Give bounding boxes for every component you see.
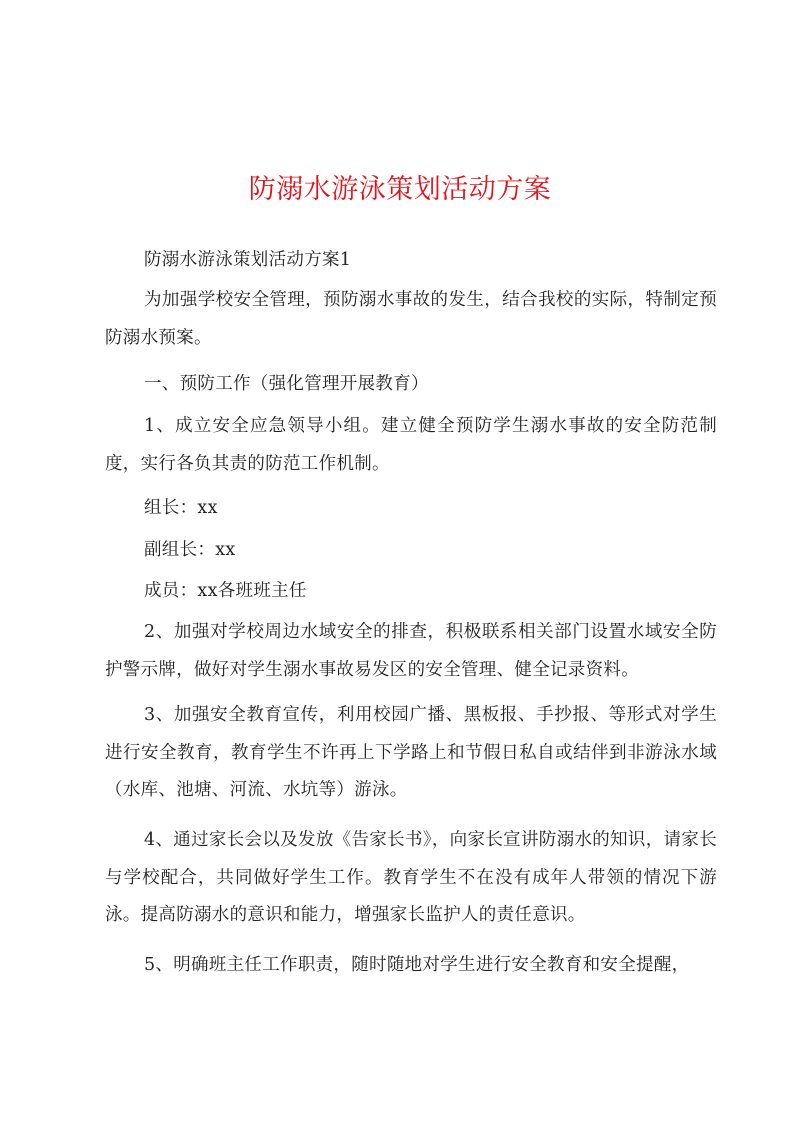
- paragraph-item-1: 1、成立安全应急领导小组。建立健全预防学生溺水事故的安全防范制度，实行各负其责的防范工作机制。: [105, 416, 717, 474]
- paragraph-item-2: 2、加强对学校周边水域安全的排查，积极联系相关部门设置水域安全防护警示牌，做好对学生溺水事故易发区的安全管理、健全记录资料。: [105, 622, 717, 680]
- paragraph-heading: 防溺水游泳策划活动方案1: [144, 250, 352, 270]
- paragraph-members: 成员：xx各班班主任: [144, 581, 307, 601]
- paragraph-deputy-leader: 副组长：xx: [144, 540, 236, 560]
- document-title: 防溺水游泳策划活动方案: [248, 174, 552, 205]
- paragraph-item-4: 4、通过家长会以及发放《告家长书》，向家长宣讲防溺水的知识，请家长与学校配合，共同做好学生工作。教育学生不在没有成年人带领的情况下游泳。提高防溺水的意识和能力，增强家长监护人的责任意识。: [105, 830, 717, 925]
- paragraph-leader: 组长：xx: [144, 498, 218, 518]
- paragraph-item-3: 3、加强安全教育宣传，利用校园广播、黑板报、手抄报、等形式对学生进行安全教育，教育学生不许再上下学路上和节假日私自或结伴到非游泳水域（水库、池塘、河流、水坑等）游泳。: [105, 705, 717, 800]
- paragraph-item-5: 5、明确班主任工作职责，随时随地对学生进行安全教育和安全提醒，: [144, 955, 690, 975]
- paragraph-intro: 为加强学校安全管理，预防溺水事故的发生，结合我校的实际，特制定预防溺水预案。: [105, 290, 717, 348]
- paragraph-section-one: 一、预防工作（强化管理开展教育）: [144, 374, 429, 394]
